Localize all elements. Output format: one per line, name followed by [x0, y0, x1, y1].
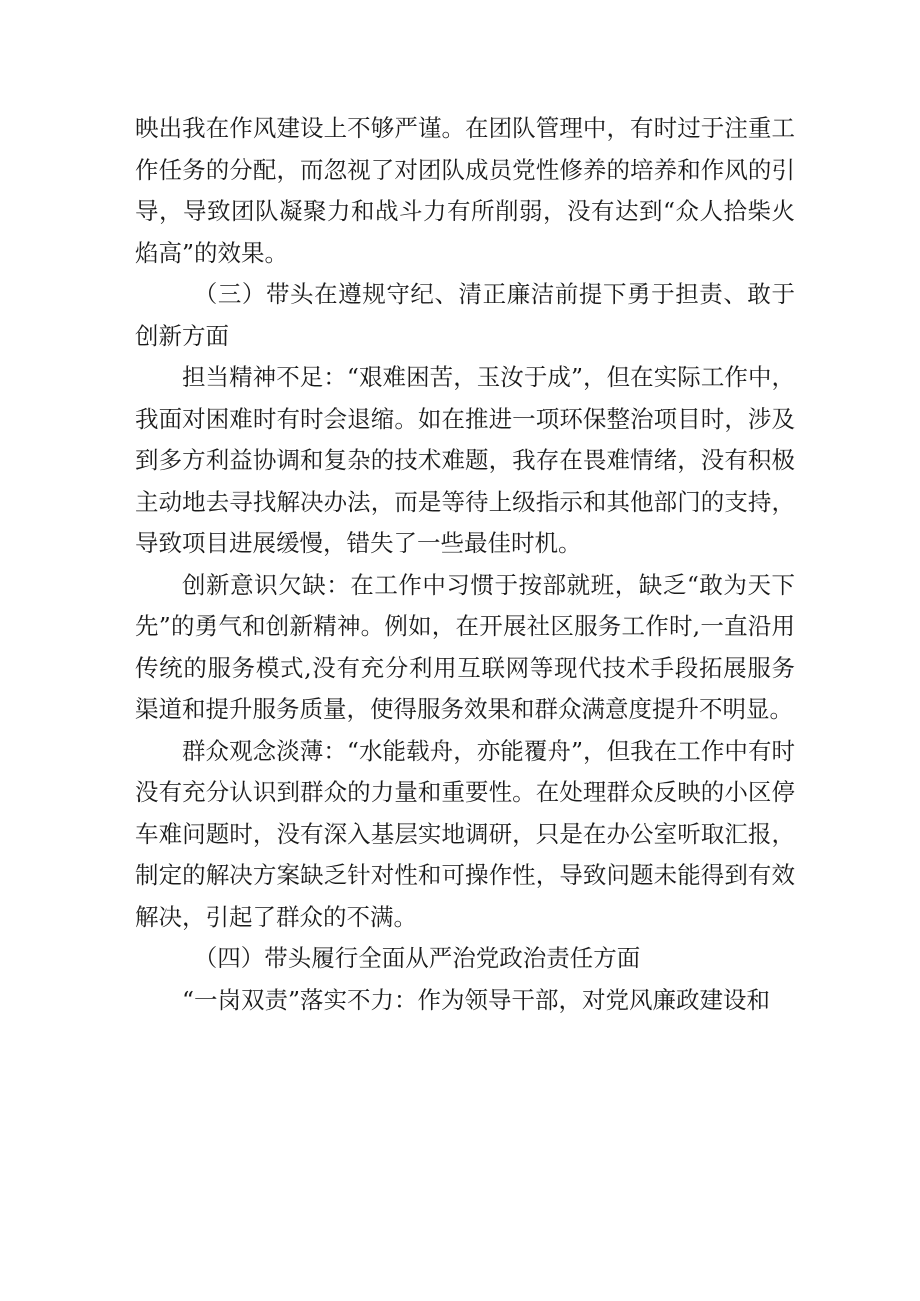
paragraph-continuation: 映出我在作风建设上不够严谨。在团队管理中，有时过于注重工作任务的分配，而忽视了对团队成员党性修养的培养和作风的引导，导致团队凝聚力和战斗力有所削弱，没有达到“众人拾柴火焰高”的效果。	[135, 114, 795, 267]
section-heading-three: （三）带头在遵规守纪、清正廉洁前提下勇于担责、敢于创新方面	[135, 280, 795, 350]
paragraph-one-post-two-duties: “一岗双责”落实不力：作为领导干部，对党风廉政建设和	[182, 985, 771, 1014]
section-heading-four: （四）带头履行全面从严治党政治责任方面	[193, 944, 641, 972]
paragraph-mass-concept: 群众观念淡薄：“水能载舟，亦能覆舟”，但我在工作中有时没有充分认识到群众的力量和重要性。在处理群众反映的小区停车难问题时，没有深入基层实地调研，只是在办公室听取汇报，制定的解决方案缺乏针对性和可操作性，导致问题未能得到有效解决，引起了群众的不满。	[135, 736, 795, 931]
paragraph-responsibility: 担当精神不足：“艰难困苦，玉汝于成”，但在实际工作中，我面对困难时有时会退缩。如在推进一项环保整治项目时，涉及到多方利益协调和复杂的技术难题，我存在畏难情绪，没有积极主动地去寻找解决办法，而是等待上级指示和其他部门的支持，导致项目进展缓慢，错失了一些最佳时机。	[135, 363, 795, 557]
paragraph-innovation: 创新意识欠缺：在工作中习惯于按部就班，缺乏“敢为天下先”的勇气和创新精神。例如，在开展社区服务工作时,一直沿用传统的服务模式,没有充分利用互联网等现代技术手段拓展服务渠道和提升服务质量，使得服务效果和群众满意度提升不明显。	[135, 570, 795, 723]
document-page	[135, 108, 795, 1021]
